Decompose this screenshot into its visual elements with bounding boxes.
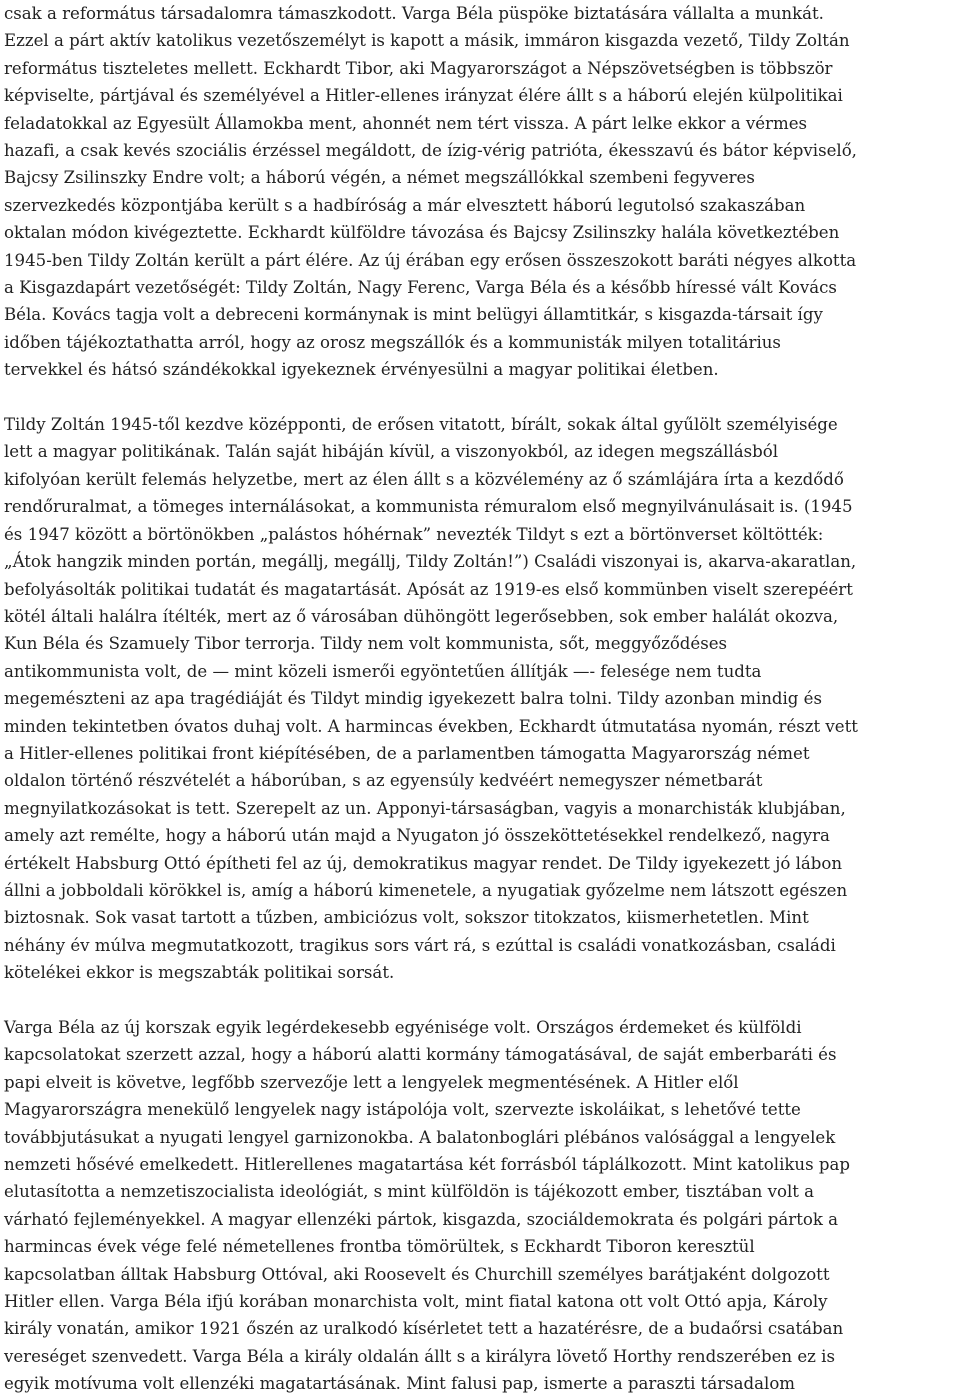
- text-line: Varga Béla az új korszak egyik legérdekesebb egyénisége volt. Országos érdemeket és külföldi: [4, 1018, 802, 1037]
- paragraph-3: [4, 1014, 956, 1398]
- text-line: kifolyóan került felemás helyzetbe, mert az élen állt s a közvélemény az ő számlájára írta a kezdődő: [4, 469, 844, 489]
- text-line: Ezzel a párt aktív katolikus vezetőszemélyt is kapott a másik, immáron kisgazda vezető, Tildy Zoltán: [4, 31, 850, 51]
- text-line: a Kisgazdapárt vezetőségét: Tildy Zoltán, Nagy Ferenc, Varga Béla és a később híressé vált Kovács: [4, 278, 837, 298]
- text-line: harmincas évek vége felé németellenes frontba tömörültek, s Eckhardt Tiboron keresztül: [4, 1237, 755, 1257]
- paragraph-gap: [4, 384, 956, 411]
- text-line: befolyásolták politikai tudatát és magatartását. Apósát az 1919-es első kommünben viselt szerepéért: [4, 579, 853, 599]
- text-line: kapcsolatokat szerzett azzal, hogy a háború alatti kormány támogatásával, de saját emberbaráti és: [4, 1045, 837, 1065]
- text-line: Tildy Zoltán 1945-től kezdve középponti, de erősen vitatott, bírált, sokak által gyűlölt személyisége: [4, 415, 838, 435]
- text-line: biztosnak. Sok vasat tartott a tűzben, ambiciózus volt, sokszor titokzatos, kiismerhetetlen. Mint: [4, 908, 809, 928]
- text-line: 1945-ben Tildy Zoltán került a párt élére. Az új érában egy erősen összeszokott baráti négyes alkotta: [4, 250, 857, 270]
- text-line: papi elveit is követve, legfőbb szervezője lett a lengyelek megmentésének. A Hitler elől: [4, 1072, 739, 1092]
- text-line: továbbjutásukat a nyugati lengyel garnizonokba. A balatonboglári plébános valósággal a lengyelek: [4, 1127, 836, 1147]
- text-line: csak a református társadalomra támaszkodott. Varga Béla püspöke biztatására vállalta a munkát.: [4, 4, 824, 23]
- text-line: lett a magyar politikának. Talán saját hibáján kívül, a viszonyokból, az idegen megszállásból: [4, 442, 779, 462]
- paragraph-gap: [4, 987, 956, 1014]
- text-line: „Átok hangzik minden portán, megállj, megállj, Tildy Zoltán!”) Családi viszonyai is, akarva-akaratlan,: [4, 552, 857, 572]
- text-line: időben tájékoztathatta arról, hogy az orosz megszállók és a kommunisták milyen totalitárius: [4, 332, 781, 352]
- text-line: antikommunista volt, de — mint közeli ismerői egyöntetűen állítják —- felesége nem tudta: [4, 661, 762, 681]
- text-line: Hitler ellen. Varga Béla ifjú korában monarchista volt, mint fiatal katona ott volt Ottó apja, Károly: [4, 1292, 828, 1312]
- text-line: várható fejleményekkel. A magyar ellenzéki pártok, kisgazda, szociáldemokrata és polgári pártok a: [4, 1209, 839, 1229]
- text-line: néhány év múlva megmutatkozott, tragikus sors várt rá, s ezúttal is családi vonatkozásban, családi: [4, 935, 836, 955]
- text-line: Kun Béla és Szamuely Tibor terrorja. Tildy nem volt kommunista, sőt, meggyőződéses: [4, 634, 728, 654]
- text-line: minden tekintetben óvatos duhaj volt. A harmincas években, Eckhardt útmutatása nyomán, részt vett: [4, 716, 858, 736]
- text-line: Béla. Kovács tagja volt a debreceni kormánynak is mint belügyi államtitkár, s kisgazda-társait így: [4, 305, 823, 325]
- text-line: vereséget szenvedett. Varga Béla a király oldalán állt s a királyra lövető Horthy rendszerében ez is: [4, 1346, 835, 1366]
- document-body: [4, 0, 956, 1398]
- text-line: feladatokkal az Egyesült Államokba ment, ahonnét nem tért vissza. A párt lelke ekkor a vérmes: [4, 113, 808, 133]
- paragraph-2: [4, 411, 956, 987]
- text-line: oktalan módon kivégeztette. Eckhardt külföldre távozása és Bajcsy Zsilinszky halála következtében: [4, 223, 840, 243]
- paragraph-1: [4, 0, 956, 384]
- text-line: Magyarországra menekülő lengyelek nagy istápolója volt, szervezte iskoláikat, s lehetővé tette: [4, 1100, 801, 1120]
- text-line: állni a jobboldali körökkel is, amíg a háború kimenetele, a nyugatiak győzelme nem látszott egészen: [4, 880, 848, 900]
- text-line: rendőruralmat, a tömeges internálásokat, a kommunista rémuralom első megnyilvánulásait is. (1945: [4, 497, 853, 517]
- text-line: hazafi, a csak kevés szociális érzéssel megáldott, de ízig-vérig patrióta, ékesszavú és bátor képviselő,: [4, 141, 857, 161]
- text-line: kötelékei ekkor is megszabták politikai sorsát.: [4, 963, 395, 983]
- text-line: nemzeti hősévé emelkedett. Hitlerellenes magatartása két forrásból táplálkozott. Mint katolikus pap: [4, 1155, 850, 1175]
- text-line: egyik motívuma volt ellenzéki magatartásának. Mint falusi pap, ismerte a paraszti társadalom: [4, 1374, 796, 1394]
- text-line: tervekkel és hátsó szándékokkal igyekeznek érvényesülni a magyar politikai életben.: [4, 360, 719, 380]
- text-line: amely azt remélte, hogy a háború után majd a Nyugaton jó összeköttetésekkel rendelkező, nagyra: [4, 826, 830, 846]
- text-line: oldalon történő részvételét a háborúban, s az egyensúly kedvéért nemegyszer németbarát: [4, 771, 763, 791]
- text-line: elutasította a nemzetiszocialista ideológiát, s mint külföldön is tájékozott ember, tisztában volt a: [4, 1182, 815, 1202]
- text-line: kapcsolatban álltak Habsburg Ottóval, aki Roosevelt és Churchill személyes barátjaként dolgozott: [4, 1264, 830, 1284]
- text-line: Bajcsy Zsilinszky Endre volt; a háború végén, a német megszállókkal szembeni fegyveres: [4, 168, 755, 188]
- text-line: kötél általi halálra ítélték, mert az ő városában dühöngött legerősebben, sok ember halálát okozva,: [4, 606, 839, 626]
- text-line: szervezkedés központjába került s a hadbíróság a már elvesztett háború legutolsó szakaszában: [4, 195, 806, 215]
- text-line: király vonatán, amikor 1921 őszén az uralkodó kísérletet tett a hazatérésre, de a budaőrsi csatában: [4, 1319, 844, 1339]
- text-line: és 1947 között a börtönökben „palástos hóhérnak” nevezték Tildyt s ezt a börtönverset költötték:: [4, 524, 824, 544]
- text-line: megnyilatkozásokat is tett. Szerepelt az un. Apponyi-társaságban, vagyis a monarchisták klubjában,: [4, 798, 846, 818]
- text-line: képviselte, pártjával és személyével a Hitler-ellenes irányzat élére állt s a háború elején külpolitikai: [4, 86, 843, 106]
- text-line: megemészteni az apa tragédiáját és Tildyt mindig igyekezett balra tolni. Tildy azonban mindig és: [4, 689, 822, 709]
- text-line: értékelt Habsburg Ottó építheti fel az új, demokratikus magyar rendet. De Tildy igyekezett jó lábon: [4, 853, 843, 873]
- text-line: református tiszteletes mellett. Eckhardt Tibor, aki Magyarországot a Népszövetségben is többször: [4, 58, 833, 78]
- text-line: a Hitler-ellenes politikai front kiépítésében, de a parlamentben támogatta Magyarország német: [4, 743, 810, 763]
